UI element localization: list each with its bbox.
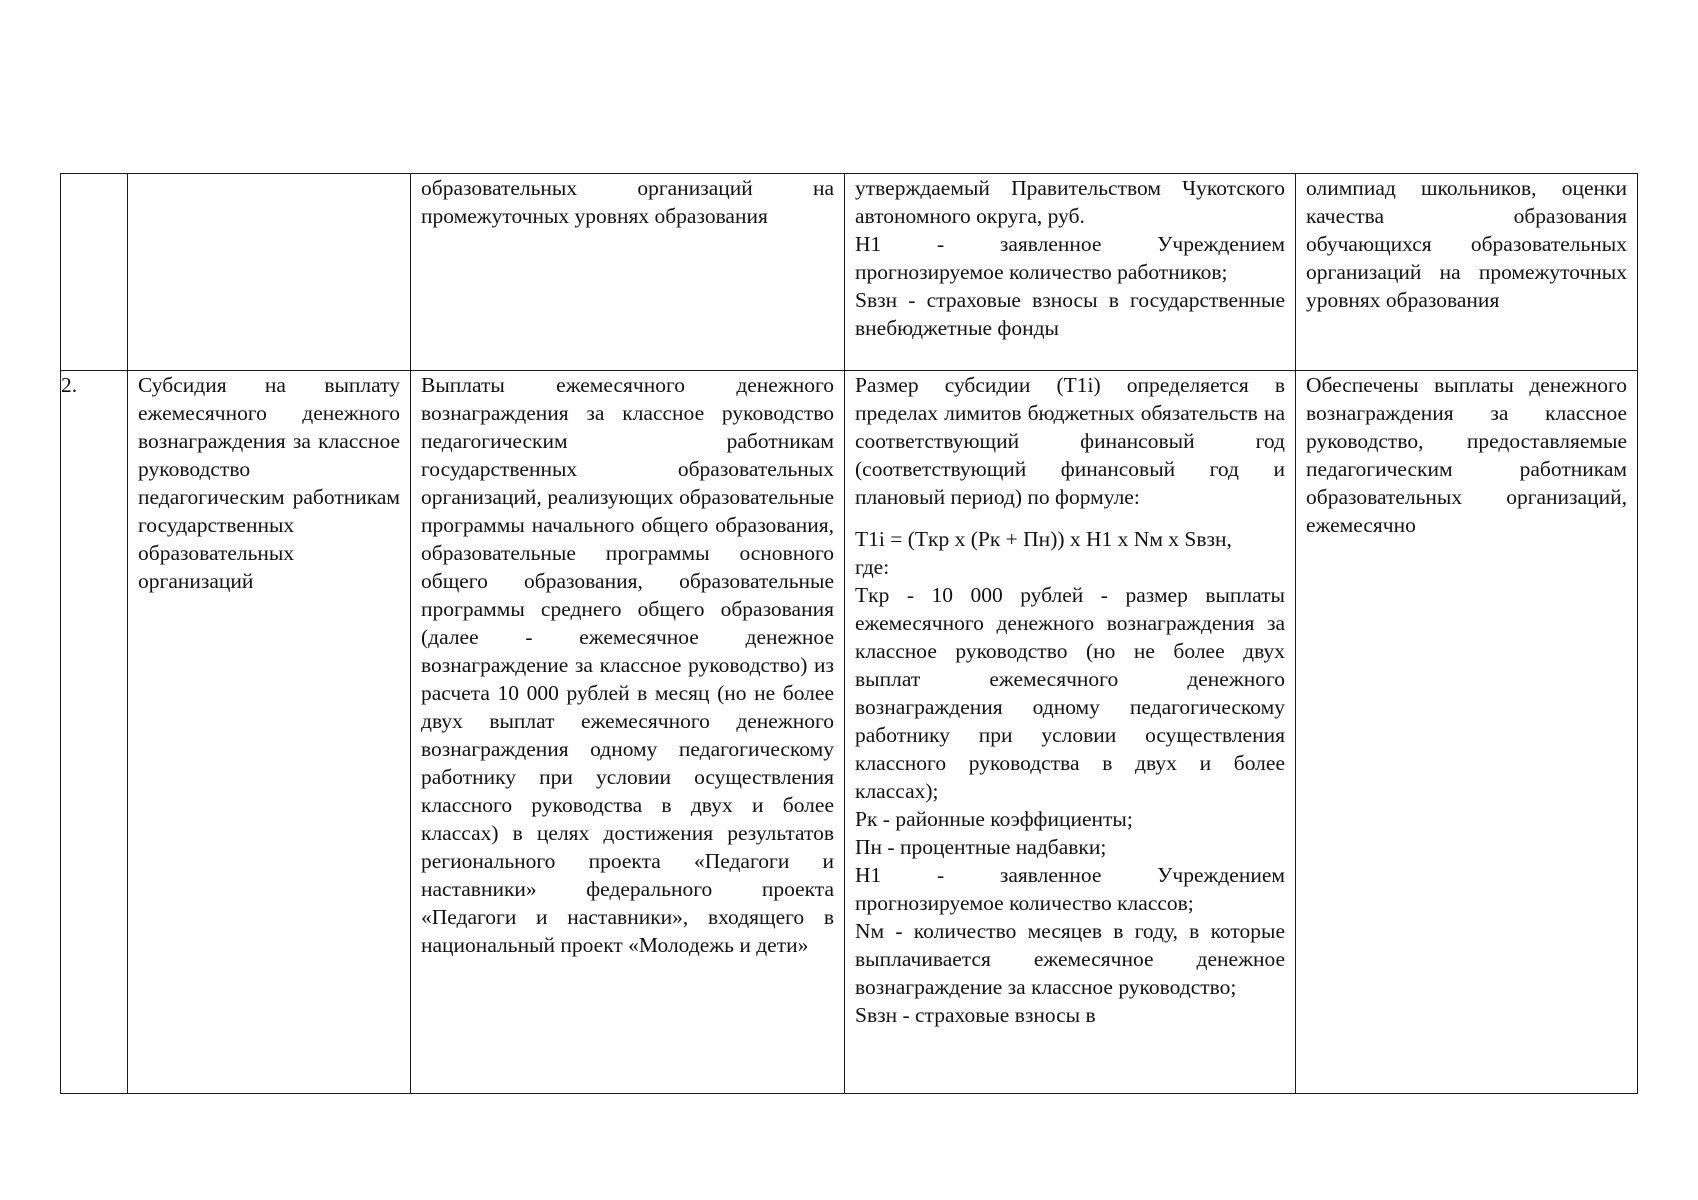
- result-cell: [1296, 371, 1638, 1094]
- formula-line: Рк - районные коэффициенты;: [855, 807, 1133, 831]
- row-number-cell: [61, 371, 128, 1094]
- formula-intro: Размер субсидии (T1i) определяется в пределах лимитов бюджетных обязательств на соответствующий финансовый год (соответствующий финансовый год и плановый период) по формуле:: [855, 373, 1291, 509]
- formula-line: утверждаемый Правительством Чукотского автономного округа, руб.: [855, 176, 1291, 228]
- formula-cell: [845, 174, 1296, 371]
- result-text: Обеспечены выплаты денежного вознаграждения за классное руководство, предоставляемые педагогическим работникам образовательных организаций, ежемесячно: [1306, 373, 1627, 537]
- description-text: образовательных организаций на промежуточных уровнях образования: [421, 176, 834, 228]
- spacer: [855, 511, 1285, 525]
- description-cell: [411, 174, 845, 371]
- subsidy-table: [60, 173, 1638, 1094]
- result-cell: [1296, 174, 1638, 371]
- table-row-continued: [61, 174, 1638, 371]
- formula-line: Nм - количество месяцев в году, в которые выплачивается ежемесячное денежное вознаграждение за классное руководство;: [855, 919, 1291, 999]
- description-text: Выплаты ежемесячного денежного вознаграждения за классное руководство педагогическим работникам государственных образовательных организаций, реализующих образовательные программы начального общего образования, образовательные программы основного общего образования, образовательные программы среднего общего образования (далее - ежемесячное денежное вознаграждение за классное руководство) из расчета 10 000 рублей в месяц (но не более двух выплат ежемесячного денежного вознаграждения одному педагогическому работнику при условии осуществления классного руководства в двух и более классах) в целях достижения результатов регионального проекта «Педагоги и наставники» федерального проекта «Педагоги и наставники», входящего в национальный проект «Молодежь и дети»: [421, 373, 834, 957]
- formula-line: Н1 - заявленное Учреждением прогнозируемое количество классов;: [855, 863, 1291, 915]
- formula-line: Н1 - заявленное Учреждением прогнозируемое количество работников;: [855, 232, 1291, 284]
- formula-line: Tкр - 10 000 рублей - размер выплаты ежемесячного денежного вознаграждения за классное руководство (но не более двух выплат ежемесячного денежного вознаграждения одному педагогическому работнику при условии осуществления классного руководства в двух и более классах);: [855, 583, 1291, 803]
- subsidy-name-cell: [128, 174, 411, 371]
- table-row-2: [61, 371, 1638, 1094]
- row-number-cell: [61, 174, 128, 371]
- description-cell: [411, 371, 845, 1094]
- subsidy-name: Субсидия на выплату ежемесячного денежного вознаграждения за классное руководство педагогическим работникам государственных образовательных организаций: [138, 373, 400, 593]
- formula-line: Sвзн - страховые взносы в: [855, 1003, 1096, 1027]
- subsidy-name-cell: [128, 371, 411, 1094]
- formula-line: где:: [855, 555, 890, 579]
- row-number: 2.: [61, 373, 78, 397]
- result-text: олимпиад школьников, оценки качества образования обучающихся образовательных организаций на промежуточных уровнях образования: [1306, 176, 1627, 312]
- subsidy-formula: T1i = (Tкр x (Рк + Пн)) x Н1 x Nм x Sвзн,: [855, 527, 1232, 551]
- formula-cell: [845, 371, 1296, 1094]
- formula-line: Sвзн - страховые взносы в государственные внебюджетные фонды: [855, 288, 1291, 340]
- formula-line: Пн - процентные надбавки;: [855, 835, 1107, 859]
